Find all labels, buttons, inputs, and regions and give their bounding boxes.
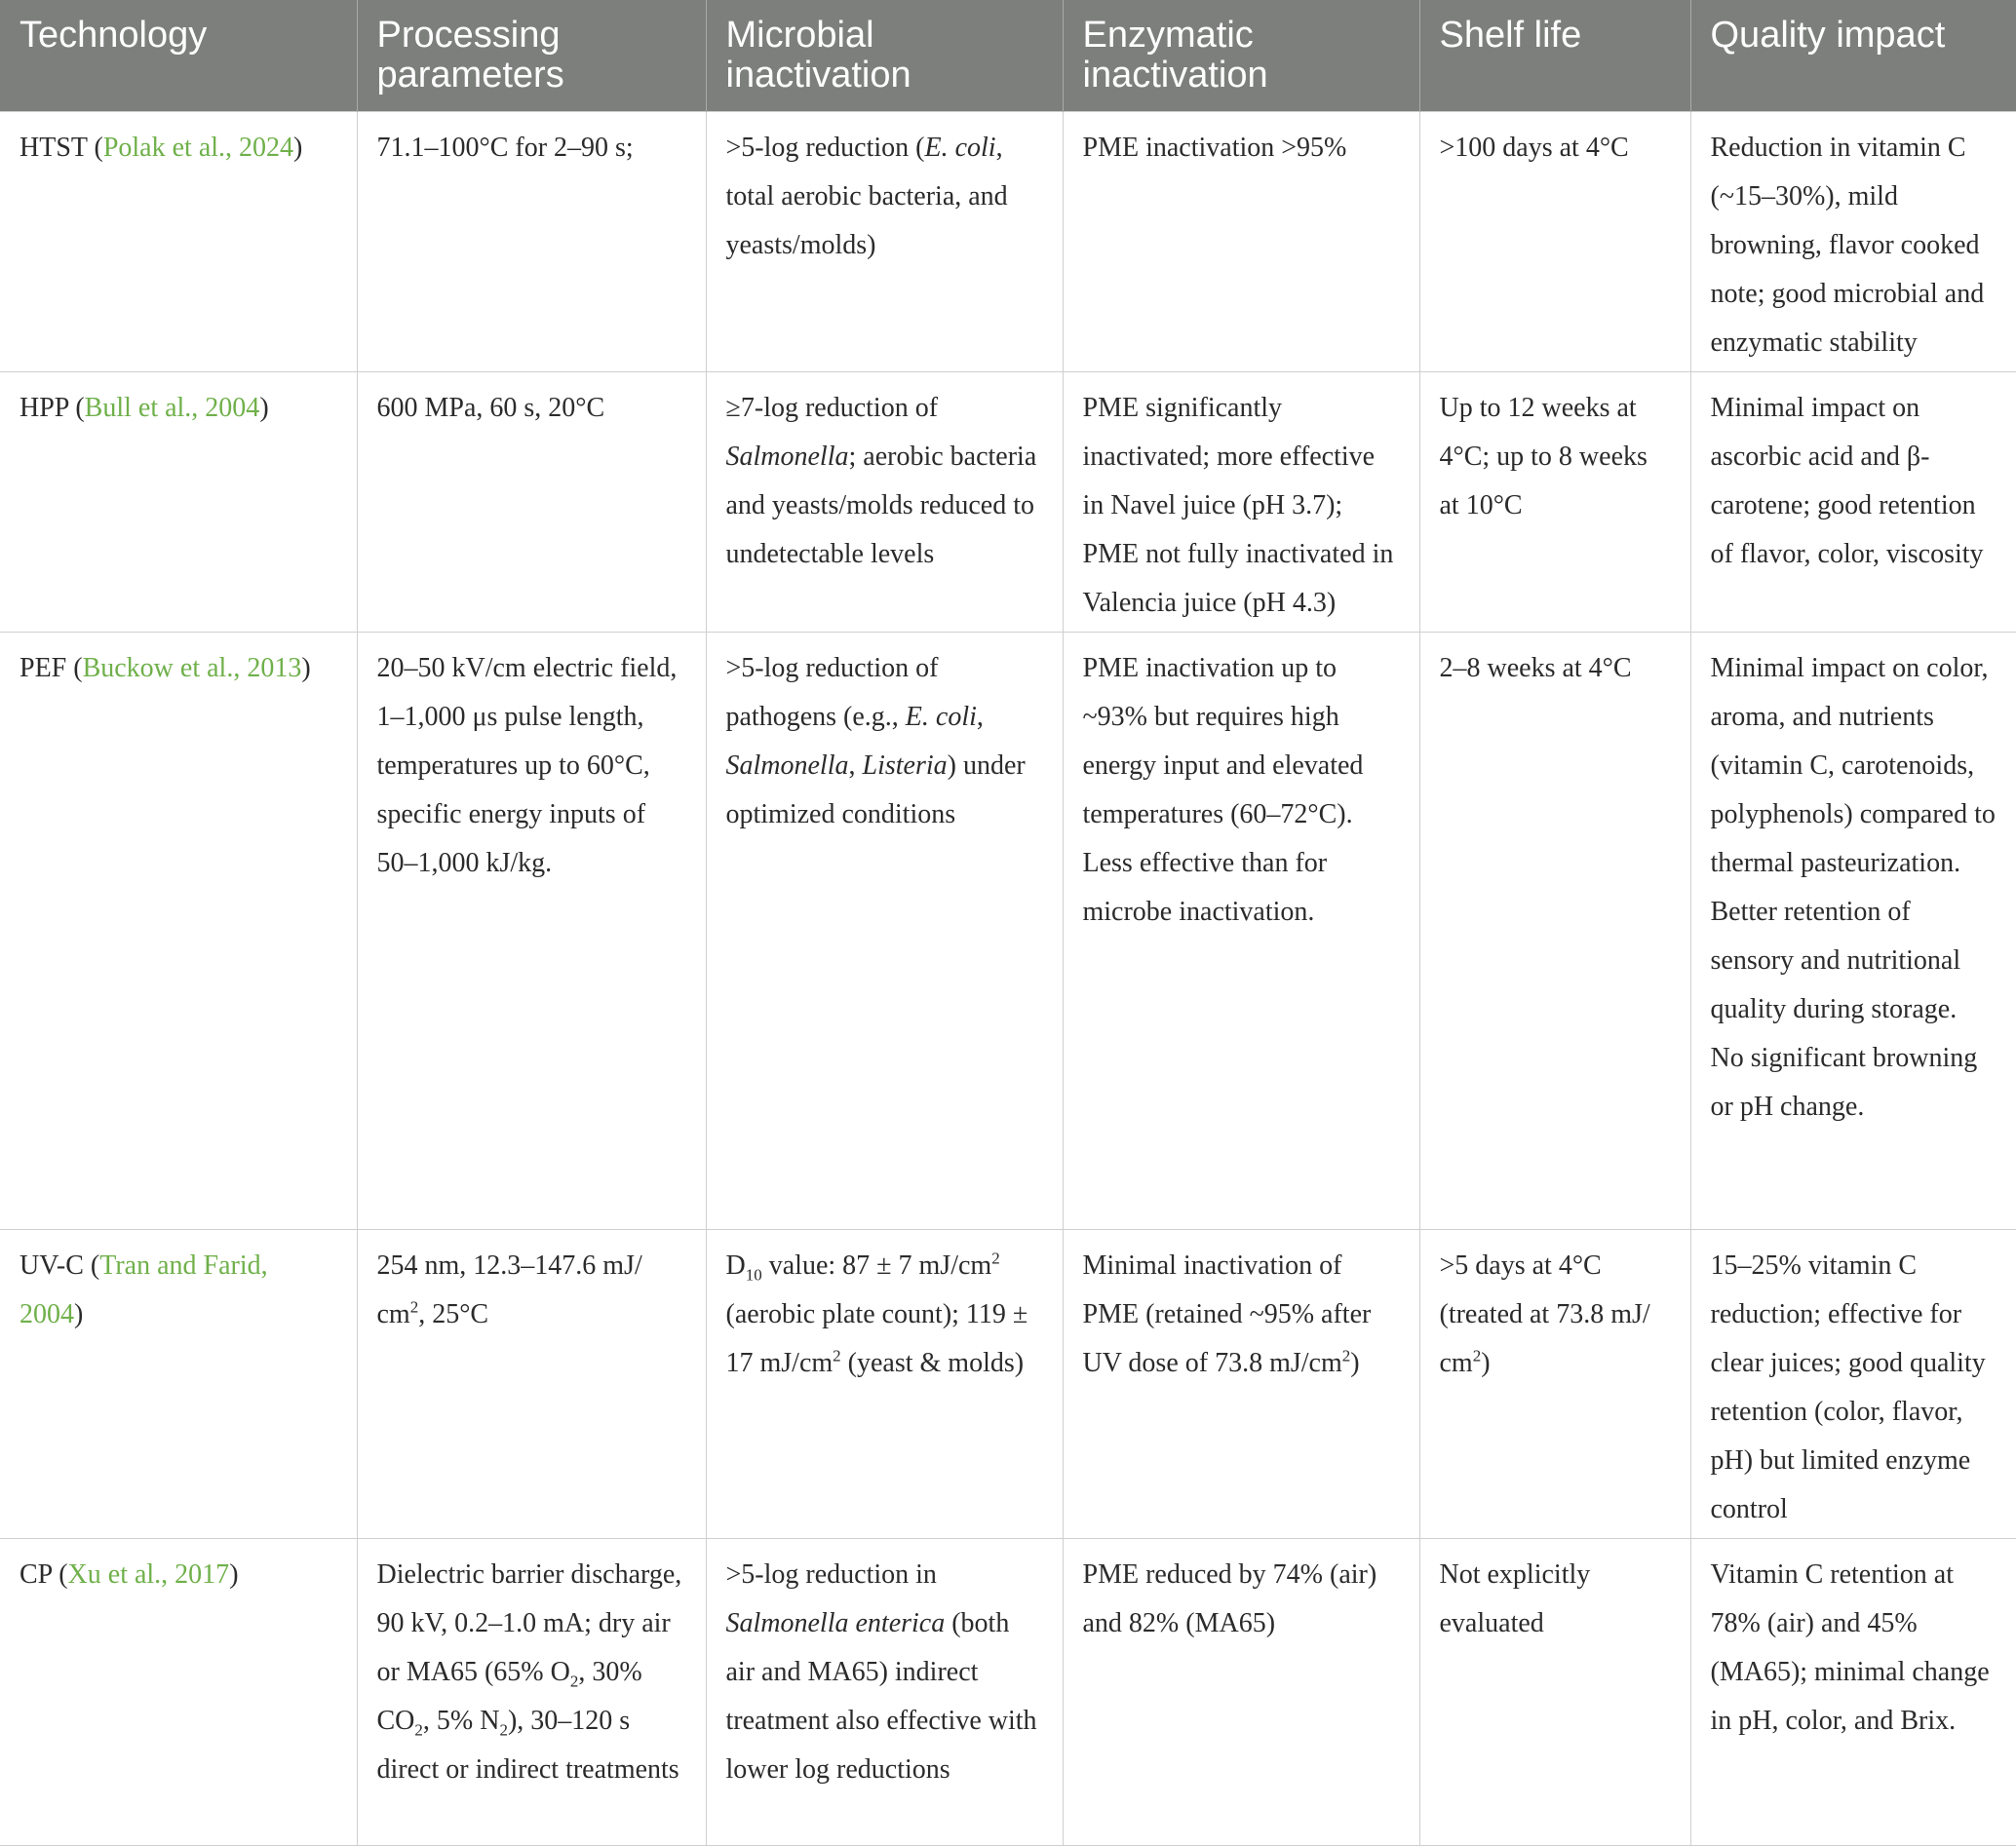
citation-link[interactable]: Bull et al., 2004 xyxy=(84,393,260,423)
microbial-cell: >5-log reduction in Salmonella enterica (both air and MA65) indirect treatment also effective with lower log reductions xyxy=(706,1539,1063,1846)
shelf-life-cell: >100 days at 4°C xyxy=(1419,112,1690,372)
technology-cell: PEF (Buckow et al., 2013) xyxy=(0,633,357,1230)
citation-link[interactable]: Tran and Farid, 2004 xyxy=(19,1250,268,1329)
technology-cell: HTST (Polak et al., 2024) xyxy=(0,112,357,372)
table-row xyxy=(0,372,2016,633)
quality-cell: Minimal impact on color, aroma, and nutrients (vitamin C, carotenoids, polyphenols) compared to thermal pasteurization. Better retention of sensory and nutritional quality during storage. No significant browning or pH change. xyxy=(1690,633,2016,1230)
shelf-life-cell: 2–8 weeks at 4°C xyxy=(1419,633,1690,1230)
shelf-life-cell: Not explicitly evaluated xyxy=(1419,1539,1690,1846)
parameters-cell: 254 nm, 12.3–147.6 mJ/ $cm^2$, 25°C xyxy=(357,1230,706,1539)
enzymatic-cell: Minimal inactivation of PME (retained ~95% after UV dose of 73.8 $mJ/cm^2$) xyxy=(1063,1230,1419,1539)
microbial-cell: ≥7-log reduction of Salmonella; aerobic bacteria and yeasts/molds reduced to undetectable levels xyxy=(706,372,1063,633)
table-row xyxy=(0,633,2016,1230)
enzymatic-cell: PME reduced by 74% (air) and 82% (MA65) xyxy=(1063,1539,1419,1846)
parameters-cell: 71.1–100°C for 2–90 s; xyxy=(357,112,706,372)
header-enzymatic-inactivation: Enzymatic inactivation xyxy=(1063,0,1419,112)
citation-link[interactable]: Xu et al., 2017 xyxy=(67,1559,230,1590)
header-technology: Technology xyxy=(0,0,357,112)
shelf-life-cell: Up to 12 weeks at 4°C; up to 8 weeks at 10°C xyxy=(1419,372,1690,633)
table-row xyxy=(0,1230,2016,1539)
quality-cell: Reduction in vitamin C (~15–30%), mild browning, flavor cooked note; good microbial and enzymatic stability xyxy=(1690,112,2016,372)
citation-link[interactable]: Polak et al., 2024 xyxy=(102,133,294,163)
technology-cell: CP (Xu et al., 2017) xyxy=(0,1539,357,1846)
header-quality-impact: Quality impact xyxy=(1690,0,2016,112)
citation-link[interactable]: Buckow et al., 2013 xyxy=(82,653,302,683)
microbial-cell: >5-log reduction of pathogens (e.g., E. coli, Salmonella, Listeria) under optimized conditions xyxy=(706,633,1063,1230)
table-row xyxy=(0,112,2016,372)
header-processing-parameters: Processing parameters xyxy=(357,0,706,112)
header-microbial-inactivation: Microbial inactivation xyxy=(706,0,1063,112)
header-shelf-life: Shelf life xyxy=(1419,0,1690,112)
quality-cell: Vitamin C retention at 78% (air) and 45% (MA65); minimal change in pH, color, and Brix. xyxy=(1690,1539,2016,1846)
enzymatic-cell: PME significantly inactivated; more effective in Navel juice (pH 3.7); PME not fully inactivated in Valencia juice (pH 4.3) xyxy=(1063,372,1419,633)
parameters-cell: 600 MPa, 60 s, 20°C xyxy=(357,372,706,633)
shelf-life-cell: >5 days at 4°C (treated at 73.8 mJ/ $cm^2$) xyxy=(1419,1230,1690,1539)
quality-cell: 15–25% vitamin C reduction; effective for clear juices; good quality retention (color, flavor, pH) but limited enzyme control xyxy=(1690,1230,2016,1539)
enzymatic-cell: PME inactivation up to ~93% but requires high energy input and elevated temperatures (60–72°C). Less effective than for microbe inactivation. xyxy=(1063,633,1419,1230)
technology-cell: UV-C (Tran and Farid, 2004) xyxy=(0,1230,357,1539)
enzymatic-cell: PME inactivation >95% xyxy=(1063,112,1419,372)
technology-cell: HPP (Bull et al., 2004) xyxy=(0,372,357,633)
parameters-cell: Dielectric barrier discharge, 90 kV, 0.2–1.0 mA; dry air or MA65 (65% $O_2$, 30% $CO_2$, 5% $N_2$), 30–120 s direct or indirect treatments xyxy=(357,1539,706,1846)
table-row xyxy=(0,1539,2016,1846)
microbial-cell: $D_{10}$ value: 87 ± 7 $mJ/cm^2$ (aerobic plate count); 119 ± 17 $mJ/cm^2$ (yeast & molds) xyxy=(706,1230,1063,1539)
microbial-cell: >5-log reduction (E. coli, total aerobic bacteria, and yeasts/molds) xyxy=(706,112,1063,372)
parameters-cell: 20–50 kV/cm electric field, 1–1,000 μs pulse length, temperatures up to 60°C, specific energy inputs of 50–1,000 kJ/kg. xyxy=(357,633,706,1230)
table-header-row xyxy=(0,0,2016,112)
quality-cell: Minimal impact on ascorbic acid and β-carotene; good retention of flavor, color, viscosity xyxy=(1690,372,2016,633)
